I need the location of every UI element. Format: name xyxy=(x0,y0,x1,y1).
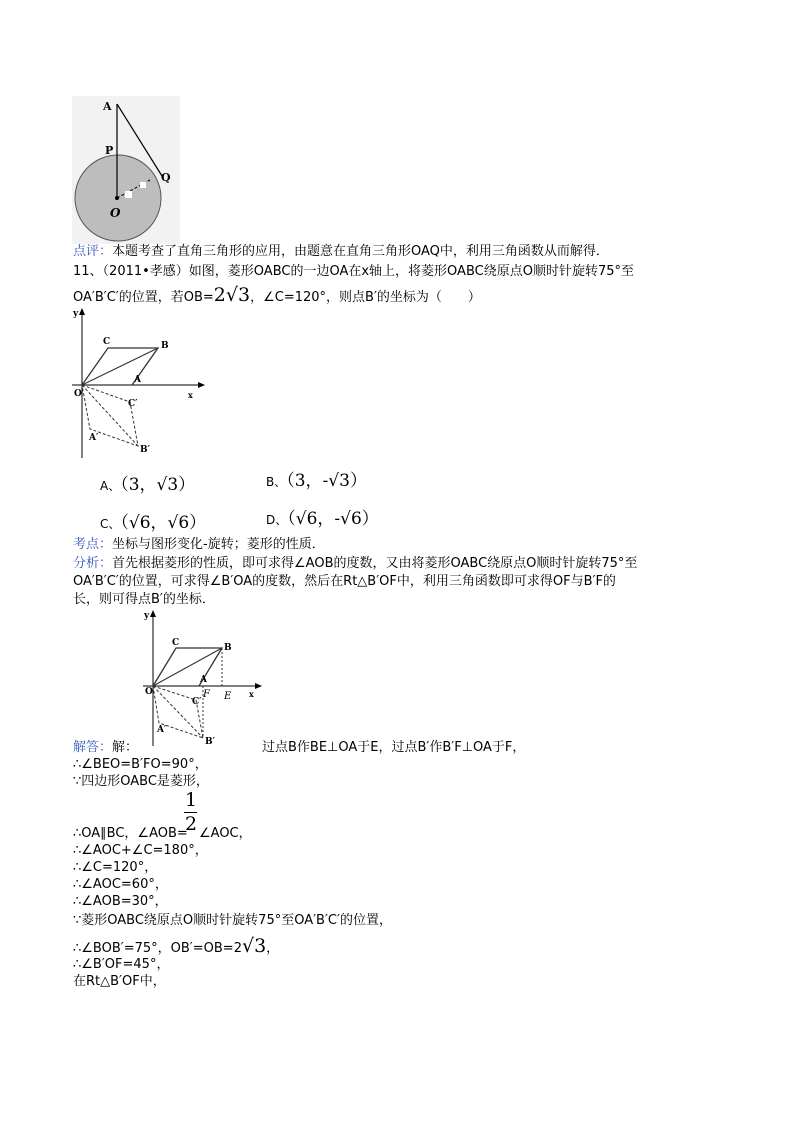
half-numerator: 1 xyxy=(185,789,198,811)
step-6: ∴∠AOC=60°， xyxy=(73,877,168,892)
label-a: A xyxy=(103,100,112,113)
step-9 xyxy=(73,936,279,956)
fenxi-text-1: 首先根据菱形的性质，即可求得∠AOB的度数，又由将菱形OABC绕原点O顺时针旋转75°至 xyxy=(112,556,638,571)
option-a-value: （3，√3） xyxy=(120,475,196,495)
step-8: ∵菱形OABC绕原点O顺时针旋转75°至OA′B′C′的位置， xyxy=(73,913,392,928)
fenxi-line3: 长，则可得点B′的坐标． xyxy=(73,592,215,607)
question-11-line2-c: ，∠C=120°，则点B′的坐标为（ ） xyxy=(250,290,481,305)
label-a-prime: A′ xyxy=(157,725,167,735)
label-b: B xyxy=(161,341,169,351)
label-c: C xyxy=(103,337,111,347)
step-1: ∴∠BEO=B′FO=90°， xyxy=(73,757,208,772)
question-11-line2 xyxy=(73,284,481,306)
option-a[interactable] xyxy=(100,470,195,495)
label-f: F xyxy=(203,689,210,700)
question-11-line1: 11、（2011•孝感）如图，菱形OABC的一边OA在x轴上，将菱形OABC绕原点O顺时针旋转75°至 xyxy=(73,264,634,279)
question-11-ob-value: 2√3 xyxy=(213,284,251,306)
label-c-prime: C′ xyxy=(192,697,202,707)
label-a: A xyxy=(200,675,207,685)
label-a: A xyxy=(134,375,141,385)
step-2: ∵四边形OABC是菱形， xyxy=(73,774,209,789)
fenxi-line2: OA′B′C′的位置，可求得∠B′OA的度数，然后在Rt△B′OF中，利用三角函数即可求得OF与B′F的 xyxy=(73,574,616,589)
option-d-key: D、 xyxy=(266,513,288,527)
comment-line xyxy=(73,244,609,260)
label-b-prime: B′ xyxy=(205,737,215,747)
kaodian-text: 坐标与图形变化-旋转；菱形的性质． xyxy=(112,537,325,552)
label-c-prime: C′ xyxy=(128,399,138,409)
label-e: E xyxy=(224,691,232,702)
step-3-tail: ∠AOC， xyxy=(199,826,252,841)
question-11-line2-a: OA′B′C′的位置，若OB= xyxy=(73,290,214,305)
option-d-value: （√6，-√6） xyxy=(287,509,379,529)
option-a-key: A、 xyxy=(100,479,121,493)
figure-circle-diagram xyxy=(72,96,180,244)
axis-x-label: x xyxy=(249,689,254,699)
label-a-prime: A′ xyxy=(89,433,99,443)
jieda-label: 解答： xyxy=(73,740,113,755)
step-9-comma: ， xyxy=(266,941,280,956)
comment-label: 点评： xyxy=(73,244,113,259)
option-d[interactable] xyxy=(266,504,379,529)
jieda-aside: 过点B作BE⊥OA于E，过点B′作B′F⊥OA于F， xyxy=(262,740,526,755)
option-b-key: B、 xyxy=(266,475,287,489)
fenxi-label: 分析： xyxy=(73,556,113,571)
jieda-line xyxy=(73,740,138,756)
comment-text: 本题考查了直角三角形的应用，由题意在直角三角形OAQ中，利用三角函数从而解得． xyxy=(112,244,609,259)
step-9-sqrt3: √3 xyxy=(241,935,267,957)
kaodian-line xyxy=(73,537,325,553)
figure-rhombus-solution xyxy=(143,608,265,748)
option-c-key: C、 xyxy=(100,517,121,531)
option-c[interactable] xyxy=(100,508,206,533)
fenxi-line1 xyxy=(73,556,637,572)
step-7: ∴∠AOB=30°， xyxy=(73,894,168,909)
option-b-value: （3，-√3） xyxy=(286,471,367,491)
half-denominator: 2 xyxy=(185,813,198,835)
label-o: O xyxy=(110,206,121,220)
step-9-text: ∴∠BOB′=75°，OB′=OB=2 xyxy=(73,941,242,956)
jieda-start: 解： xyxy=(112,740,139,755)
label-c: C xyxy=(172,638,180,648)
step-5: ∴∠C=120°， xyxy=(73,860,158,875)
axis-y-label: y xyxy=(73,309,79,319)
step-4: ∴∠AOC+∠C=180°， xyxy=(73,843,208,858)
option-b[interactable] xyxy=(266,466,367,491)
axis-x-label: x xyxy=(188,390,193,400)
label-o: O xyxy=(74,389,82,399)
figure-rhombus-question xyxy=(72,306,207,460)
label-b: B xyxy=(224,643,232,653)
step-11: 在Rt△B′OF中， xyxy=(73,974,166,989)
axis-y-label: y xyxy=(144,611,150,621)
label-q: Q xyxy=(161,171,171,184)
label-b-prime: B′ xyxy=(140,445,150,455)
label-p: P xyxy=(105,144,114,157)
step-10: ∴∠B′OF=45°， xyxy=(73,957,170,972)
option-c-value: （√6，√6） xyxy=(120,513,207,533)
step-3: ∴OA∥BC，∠AOB= xyxy=(73,826,188,841)
label-o: O xyxy=(145,687,153,697)
kaodian-label: 考点： xyxy=(73,537,113,552)
